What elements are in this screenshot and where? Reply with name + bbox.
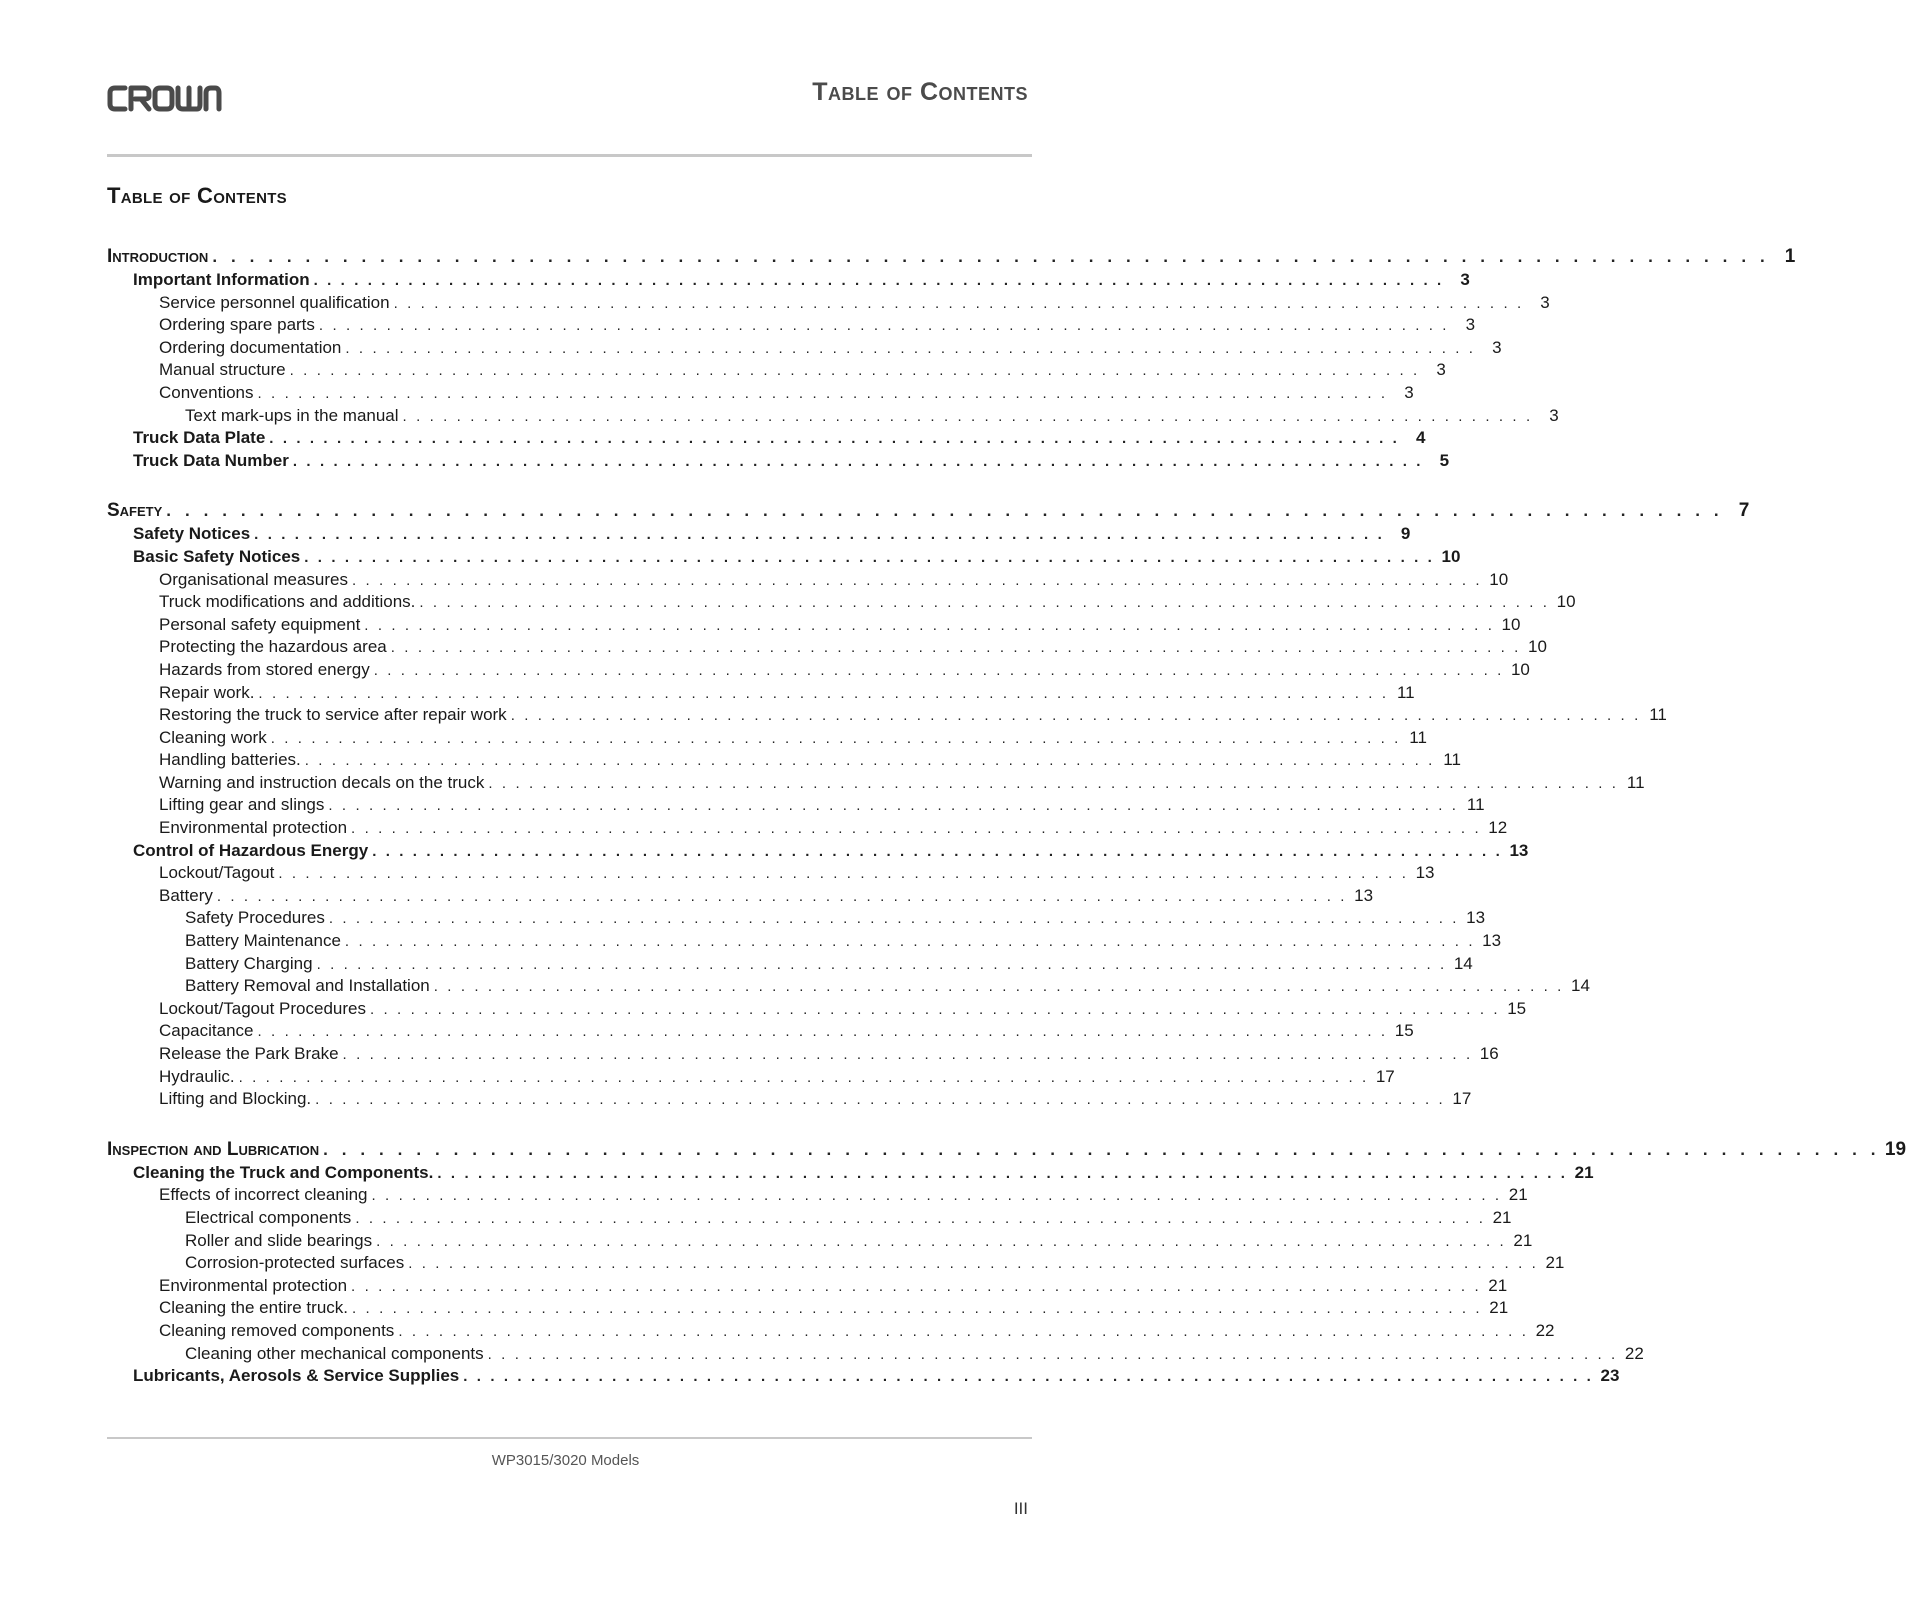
toc-entry-label: Restoring the truck to service after repair work (159, 705, 507, 725)
toc-entry[interactable] (107, 1020, 1414, 1043)
toc-entry[interactable] (107, 704, 1667, 727)
toc-entry-label: Service personnel qualification (159, 292, 390, 312)
toc-entry[interactable] (107, 930, 1502, 953)
toc-entry[interactable] (107, 727, 1427, 750)
toc-entry[interactable] (107, 659, 1530, 682)
toc-entry-label: Handling batteries. (159, 750, 301, 770)
toc-entry[interactable] (107, 817, 1508, 840)
toc-entry-label: Conventions (159, 382, 254, 402)
toc-entry[interactable] (107, 1230, 1533, 1253)
toc-entry-label: Warning and instruction decals on the truck (159, 772, 485, 792)
toc-entry-label: Cleaning other mechanical components (185, 1343, 484, 1363)
toc-leader-dots: . . . . . . . . . . . . . . . . . . . . . . . . . . . . . . . . . . . . . . . . . . . . . . . . . . . . . . . . . . . . . . . . . . . . . . . . . . . . . . . . . . . . (376, 1232, 1507, 1250)
toc-entry[interactable] (107, 1365, 1620, 1388)
toc-entry-page: 3 (1404, 382, 1414, 402)
toc-entry-page: 7 (1738, 500, 1750, 522)
toc-entry[interactable] (107, 907, 1486, 930)
toc-chapter[interactable] (107, 244, 1796, 269)
toc-entry-label: Cleaning work (159, 727, 267, 747)
toc-entry-page: 21 (1489, 1298, 1509, 1318)
toc-entry[interactable] (107, 359, 1446, 382)
toc-leader-dots: . . . . . . . . . . . . . . . . . . . . . . . . . . . . . . . . . . . . . . . . . . . . . . . . . . . . . . . . . . . . . . . . . . . . . . . . . . . . . . . . . . . . (316, 955, 1447, 973)
toc-leader-dots: . . . . . . . . . . . . . . . . . . . . . . . . . . . . . . . . . . . . . . . . . . . . . . . . . . . . . . . . . . . . . . . . . . . . . . . . . . . . . . . . . . . . (373, 661, 1504, 679)
toc-entry-page: 10 (1528, 637, 1547, 657)
toc-entry-label: Safety Procedures (185, 908, 325, 928)
toc-entry-page: 13 (1509, 840, 1529, 860)
toc-entry-page: 13 (1354, 885, 1374, 905)
toc-entry-label: Truck Data Plate (133, 428, 266, 448)
toc-leader-dots: . . . . . . . . . . . . . . . . . . . . . . . . . . . . . . . . . . . . . . . . . . . . . . . . . . . . . . . . . . . . . . . . . . . . . . . . . . . . . . . . . . . . (216, 887, 1348, 905)
toc-entry-label: Hydraulic. (159, 1066, 235, 1086)
toc-entry-page: 22 (1535, 1320, 1555, 1340)
toc-entry-page: 11 (1409, 727, 1427, 747)
toc-entry-label: Lockout/Tagout Procedures (159, 998, 366, 1018)
toc-entry-label: Basic Safety Notices (133, 546, 301, 566)
toc-entry-label: Text mark-ups in the manual (185, 405, 399, 425)
toc-entry-page: 10 (1441, 546, 1461, 566)
toc-entry-page: 16 (1479, 1044, 1499, 1063)
toc-entry-page: 9 (1400, 524, 1411, 544)
toc-leader-dots: . . . . . . . . . . . . . . . . . . . . . . . . . . . . . . . . . . . . . . . . . . . . . . . . . . . . . . . . . . . . . . . . . . . . . . . . . . . . . . . . . . . . (254, 526, 1385, 544)
toc-entry[interactable] (107, 523, 1411, 546)
toc-leader-dots: . . . . . . . . . . . . . . . . . . . . . . . . . . . . . . . . . . . . . . . . . . . . . . . . . . . . . . . . . . . . . . . . . . . . . . . . . . . . . . . . . . . . (402, 407, 1533, 425)
toc-leader-dots: . . . . . . . . . . . . . . . . . . . . . . . . . . . . . . . . . . . . . . . . . . . . . . . . . . . . . . . . . . . . . . . . . . . . . . . . . . . . . . . . . . . . (351, 820, 1482, 838)
toc-entry-page: 19 (1884, 1138, 1906, 1160)
toc-entry-page: 3 (1540, 292, 1550, 312)
toc-leader-dots: . . . . . . . . . . . . . . . . . . . . . . . . . . . . . . . . . . . . . . . . . . . . . . . . . . . . . . . . . . . . . . . . . . . . . . . . . . . . . . . . . . . . (433, 978, 1564, 996)
toc-leader-dots: . . . . . . . . . . . . . . . . . . . . . . . . . . . . . . . . . . . . . . . . . . . . . . . . . . . . . . . . . . . . . . . . . . . . . . . . . . . . . . . . . . . . (238, 1068, 1369, 1086)
toc-entry[interactable] (107, 1066, 1395, 1089)
toc-entry-label: Repair work. (159, 682, 255, 702)
toc-entry[interactable] (107, 292, 1550, 315)
toc-entry[interactable] (107, 1297, 1509, 1320)
toc-entry[interactable] (107, 862, 1435, 885)
toc-entry-page: 3 (1492, 337, 1502, 357)
toc-entry-page: 14 (1571, 976, 1590, 996)
toc-entry[interactable] (107, 614, 1521, 637)
toc-leader-dots: . . . . . . . . . . . . . . . . . . . . . . . . . . . . . . . . . . . . . . . . . . . . . . . . . . . . . . . . . . . . . . . . . . . . . . . . . . . . . . . . . . . . (278, 865, 1409, 883)
toc-entry[interactable] (107, 885, 1374, 908)
toc-entry-page: 11 (1466, 795, 1485, 815)
toc-entry[interactable] (107, 314, 1476, 337)
toc-entry-page: 10 (1556, 592, 1576, 612)
toc-entry-page: 21 (1488, 1275, 1508, 1295)
toc-entry-page: 21 (1513, 1230, 1533, 1250)
toc-leader-dots: . . . . . . . . . . . . . . . . . . . . . . . . . . . . . . . . . . . . . . . . . . . . . . . . . . . . . . . . . . . . . . . . . . . . . . . . . . . . . . . . . . . . (212, 247, 1770, 266)
toc-entry-page: 3 (1436, 360, 1446, 380)
toc-entry-page: 15 (1394, 1021, 1414, 1041)
toc-entry[interactable] (107, 1252, 1565, 1275)
toc-leader-dots: . . . . . . . . . . . . . . . . . . . . . . . . . . . . . . . . . . . . . . . . . . . . . . . . . . . . . . . . . . . . . . . . . . . . . . . . . . . . . . . . . . . . (304, 752, 1435, 770)
toc-leader-dots: . . . . . . . . . . . . . . . . . . . . . . . . . . . . . . . . . . . . . . . . . . . . . . . . . . . . . . . . . . . . . . . . . . . . . . . . . . . . . . . . . . . . (292, 452, 1424, 470)
toc-entry-page: 13 (1482, 931, 1502, 951)
toc-leader-dots: . . . . . . . . . . . . . . . . . . . . . . . . . . . . . . . . . . . . . . . . . . . . . . . . . . . . . . . . . . . . . . . . . . . . . . . . . . . . . . . . . . . . (344, 933, 1476, 951)
toc-entry[interactable] (107, 1275, 1508, 1298)
toc-entry-page: 5 (1439, 450, 1450, 470)
toc-entry-label: Electrical components (185, 1207, 352, 1227)
toc-entry-page: 21 (1545, 1253, 1565, 1273)
toc-entry-page: 23 (1600, 1366, 1620, 1386)
toc-entry-label: Roller and slide bearings (185, 1230, 373, 1250)
toc-leader-dots: . . . . . . . . . . . . . . . . . . . . . . . . . . . . . . . . . . . . . . . . . . . . . . . . . . . . . . . . . . . . . . . . . . . . . . . . . . . . . . . . . . . . (323, 1139, 1881, 1159)
toc-entry-label: Truck Data Number (133, 450, 289, 470)
toc-entry[interactable] (107, 998, 1527, 1021)
toc-entry[interactable] (107, 1184, 1528, 1207)
toc-leader-dots: . . . . . . . . . . . . . . . . . . . . . . . . . . . . . . . . . . . . . . . . . . . . . . . . . . . . . . . . . . . . . . . . . . . . . . . . . . . . . . . . . . . . (419, 594, 1550, 612)
toc-entry-label: Safety Notices (133, 524, 251, 544)
toc-leader-dots: . . . . . . . . . . . . . . . . . . . . . . . . . . . . . . . . . . . . . . . . . . . . . . . . . . . . . . . . . . . . . . . . . . . . . . . . . . . . . . . . . . . . (510, 707, 1641, 725)
toc-entry-page: 10 (1489, 569, 1509, 589)
toc-entry-label: Lifting gear and slings (159, 795, 325, 815)
toc-entry-page: 15 (1507, 998, 1527, 1018)
toc-entry-label: Lubricants, Aerosols & Service Supplies (133, 1366, 460, 1386)
toc-entry-label: Cleaning the Truck and Components. (133, 1162, 434, 1182)
toc-entry-label: Personal safety equipment (159, 614, 361, 634)
toc-entry-page: 11 (1649, 705, 1667, 725)
toc-entry-page: 3 (1549, 405, 1559, 425)
toc-leader-dots: . . . . . . . . . . . . . . . . . . . . . . . . . . . . . . . . . . . . . . . . . . . . . . . . . . . . . . . . . . . . . . . . . . . . . . . . . . . . . . . . . . . . (352, 1300, 1483, 1318)
toc-leader-dots: . . . . . . . . . . . . . . . . . . . . . . . . . . . . . . . . . . . . . . . . . . . . . . . . . . . . . . . . . . . . . . . . . . . . . . . . . . . . . . . . . . . . (342, 1046, 1473, 1063)
toc-entry-page: 21 (1574, 1162, 1594, 1182)
toc-entry-page: 13 (1466, 908, 1486, 928)
toc-leader-dots: . . . . . . . . . . . . . . . . . . . . . . . . . . . . . . . . . . . . . . . . . . . . . . . . . . . . . . . . . . . . . . . . . . . . . . . . . . . . . . . . . . . . (355, 1209, 1486, 1227)
toc-entry-label: Release the Park Brake (159, 1044, 339, 1063)
toc-entry[interactable] (107, 749, 1461, 772)
toc-entry[interactable] (107, 1162, 1594, 1185)
toc-leader-dots: . . . . . . . . . . . . . . . . . . . . . . . . . . . . . . . . . . . . . . . . . . . . . . . . . . . . . . . . . . . . . . . . . . . . . . . . . . . . . . . . . . . . (351, 1277, 1482, 1295)
header-title: Table of Contents (812, 78, 1028, 106)
toc-entry[interactable] (107, 427, 1426, 450)
toc-entry-page: 12 (1488, 818, 1508, 838)
toc-entry-page: 11 (1626, 772, 1645, 792)
toc-leader-dots: . . . . . . . . . . . . . . . . . . . . . . . . . . . . . . . . . . . . . . . . . . . . . . . . . . . . . . . . . . . . . . . . . . . . . . . . . . . . . . . . . . . . (257, 1023, 1388, 1041)
toc-entry[interactable] (107, 1088, 1472, 1111)
toc-entry-label: Manual structure (159, 360, 286, 380)
toc-entry-page: 3 (1465, 315, 1476, 335)
toc-leader-dots: . . . . . . . . . . . . . . . . . . . . . . . . . . . . . . . . . . . . . . . . . . . . . . . . . . . . . . . . . . . . . . . . . . . . . . . . . . . . . . . . . . . . (351, 571, 1483, 589)
toc-entry[interactable] (107, 636, 1547, 659)
toc-leader-dots: . . . . . . . . . . . . . . . . . . . . . . . . . . . . . . . . . . . . . . . . . . . . . . . . . . . . . . . . . . . . . . . . . . . . . . . . . . . . . . . . . . . . (371, 1187, 1502, 1205)
toc-entry-page: 14 (1453, 953, 1473, 973)
toc-entry-page: 10 (1501, 614, 1521, 634)
toc-leader-dots: . . . . . . . . . . . . . . . . . . . . . . . . . . . . . . . . . . . . . . . . . . . . . . . . . . . . . . . . . . . . . . . . . . . . . . . . . . . . . . . . . . . . (487, 1345, 1618, 1363)
toc-entry[interactable] (107, 682, 1415, 705)
toc-entry[interactable] (107, 450, 1450, 473)
toc-entry-page: 1 (1784, 246, 1796, 267)
toc-entry-label: Important Information (133, 270, 310, 289)
toc-entry-page: 17 (1452, 1089, 1472, 1109)
toc-leader-dots: . . . . . . . . . . . . . . . . . . . . . . . . . . . . . . . . . . . . . . . . . . . . . . . . . . . . . . . . . . . . . . . . . . . . . . . . . . . . . . . . . . . . (437, 1164, 1568, 1182)
toc-leader-dots: . . . . . . . . . . . . . . . . . . . . . . . . . . . . . . . . . . . . . . . . . . . . . . . . . . . . . . . . . . . . . . . . . . . . . . . . . . . . . . . . . . . . (328, 910, 1460, 928)
toc-entry[interactable] (107, 1043, 1499, 1066)
toc-leader-dots: . . . . . . . . . . . . . . . . . . . . . . . . . . . . . . . . . . . . . . . . . . . . . . . . . . . . . . . . . . . . . . . . . . . . . . . . . . . . . . . . . . . . (390, 639, 1521, 657)
toc-entry[interactable] (107, 269, 1470, 292)
page-number: III (1013, 1499, 1028, 1518)
toc-entry[interactable] (107, 794, 1485, 817)
toc-entry-label: Lifting and Blocking. (159, 1089, 312, 1109)
toc-leader-dots: . . . . . . . . . . . . . . . . . . . . . . . . . . . . . . . . . . . . . . . . . . . . . . . . . . . . . . . . . . . . . . . . . . . . . . . . . . . . . . . . . . . . (304, 548, 1435, 566)
toc-entry-label: Inspection and Lubrication (107, 1138, 320, 1160)
toc-leader-dots: . . . . . . . . . . . . . . . . . . . . . . . . . . . . . . . . . . . . . . . . . . . . . . . . . . . . . . . . . . . . . . . . . . . . . . . . . . . . . . . . . . . . (345, 339, 1476, 357)
toc-entry-label: Ordering documentation (159, 337, 342, 357)
toc-leader-dots: . . . . . . . . . . . . . . . . . . . . . . . . . . . . . . . . . . . . . . . . . . . . . . . . . . . . . . . . . . . . . . . . . . . . . . . . . . . . . . . . . . . . (408, 1255, 1539, 1273)
toc-entry-label: Cleaning removed components (159, 1320, 395, 1340)
toc-entry-page: 13 (1415, 863, 1435, 883)
toc-entry-label: Battery Removal and Installation (185, 976, 430, 996)
toc-leader-dots: . . . . . . . . . . . . . . . . . . . . . . . . . . . . . . . . . . . . . . . . . . . . . . . . . . . . . . . . . . . . . . . . . . . . . . . . . . . . . . . . . . . . (398, 1322, 1529, 1340)
toc-entry-label: Organisational measures (159, 569, 348, 589)
toc-entry-page: 11 (1443, 750, 1461, 770)
toc-entry[interactable] (107, 840, 1529, 863)
toc-entry[interactable] (107, 569, 1509, 592)
toc-entry[interactable] (107, 382, 1414, 405)
toc-leader-dots: . . . . . . . . . . . . . . . . . . . . . . . . . . . . . . . . . . . . . . . . . . . . . . . . . . . . . . . . . . . . . . . . . . . . . . . . . . . . . . . . . . . . (369, 1000, 1501, 1018)
table-of-contents (107, 244, 1906, 1388)
toc-entry-page: 21 (1508, 1185, 1528, 1205)
toc-entry-page: 10 (1510, 659, 1530, 679)
toc-leader-dots: . . . . . . . . . . . . . . . . . . . . . . . . . . . . . . . . . . . . . . . . . . . . . . . . . . . . . . . . . . . . . . . . . . . . . . . . . . . . . . . . . . . . (328, 797, 1459, 815)
crown-logo (107, 84, 222, 113)
toc-entry-label: Ordering spare parts (159, 315, 315, 335)
toc-leader-dots: . . . . . . . . . . . . . . . . . . . . . . . . . . . . . . . . . . . . . . . . . . . . . . . . . . . . . . . . . . . . . . . . . . . . . . . . . . . . . . . . . . . . (269, 430, 1400, 448)
page-title: Table of Contents (107, 183, 287, 208)
toc-chapter[interactable] (107, 498, 1750, 523)
header-divider (107, 154, 1032, 157)
footer-divider (107, 1437, 1032, 1439)
toc-entry[interactable] (107, 1207, 1512, 1230)
toc-entry-label: Introduction (107, 246, 209, 267)
toc-leader-dots: . . . . . . . . . . . . . . . . . . . . . . . . . . . . . . . . . . . . . . . . . . . . . . . . . . . . . . . . . . . . . . . . . . . . . . . . . . . . . . . . . . . . (463, 1368, 1594, 1386)
toc-leader-dots: . . . . . . . . . . . . . . . . . . . . . . . . . . . . . . . . . . . . . . . . . . . . . . . . . . . . . . . . . . . . . . . . . . . . . . . . . . . . . . . . . . . . (372, 842, 1503, 860)
toc-leader-dots: . . . . . . . . . . . . . . . . . . . . . . . . . . . . . . . . . . . . . . . . . . . . . . . . . . . . . . . . . . . . . . . . . . . . . . . . . . . . . . . . . . . . (166, 501, 1724, 521)
toc-entry-label: Control of Hazardous Energy (133, 840, 369, 860)
toc-leader-dots: . . . . . . . . . . . . . . . . . . . . . . . . . . . . . . . . . . . . . . . . . . . . . . . . . . . . . . . . . . . . . . . . . . . . . . . . . . . . . . . . . . . . (315, 1091, 1446, 1109)
toc-entry[interactable] (107, 975, 1590, 998)
toc-entry[interactable] (107, 1320, 1555, 1343)
toc-leader-dots: . . . . . . . . . . . . . . . . . . . . . . . . . . . . . . . . . . . . . . . . . . . . . . . . . . . . . . . . . . . . . . . . . . . . . . . . . . . . . . . . . . . . (258, 684, 1389, 702)
toc-leader-dots: . . . . . . . . . . . . . . . . . . . . . . . . . . . . . . . . . . . . . . . . . . . . . . . . . . . . . . . . . . . . . . . . . . . . . . . . . . . . . . . . . . . . (488, 774, 1619, 792)
toc-entry[interactable] (107, 1343, 1644, 1366)
toc-entry-label: Protecting the hazardous area (159, 637, 387, 657)
toc-entry-page: 22 (1624, 1343, 1644, 1363)
toc-entry-page: 11 (1396, 682, 1415, 702)
toc-entry-label: Battery (159, 885, 213, 905)
toc-entry-page: 17 (1375, 1066, 1395, 1086)
toc-leader-dots: . . . . . . . . . . . . . . . . . . . . . . . . . . . . . . . . . . . . . . . . . . . . . . . . . . . . . . . . . . . . . . . . . . . . . . . . . . . . . . . . . . . . (313, 272, 1444, 289)
toc-entry-label: Corrosion-protected surfaces (185, 1253, 405, 1273)
toc-entry-page: 3 (1460, 270, 1470, 289)
toc-entry-label: Cleaning the entire truck. (159, 1298, 348, 1318)
toc-entry-label: Truck modifications and additions. (159, 592, 416, 612)
toc-entry[interactable] (107, 405, 1559, 428)
toc-entry-label: Capacitance (159, 1021, 254, 1041)
toc-leader-dots: . . . . . . . . . . . . . . . . . . . . . . . . . . . . . . . . . . . . . . . . . . . . . . . . . . . . . . . . . . . . . . . . . . . . . . . . . . . . . . . . . . . . (270, 729, 1401, 747)
footer-model: WP3015/3020 Models (491, 1452, 640, 1469)
toc-leader-dots: . . . . . . . . . . . . . . . . . . . . . . . . . . . . . . . . . . . . . . . . . . . . . . . . . . . . . . . . . . . . . . . . . . . . . . . . . . . . . . . . . . . . (393, 294, 1524, 312)
toc-entry-label: Effects of incorrect cleaning (159, 1185, 368, 1205)
toc-entry-page: 4 (1415, 428, 1426, 448)
toc-entry[interactable] (107, 337, 1502, 360)
toc-leader-dots: . . . . . . . . . . . . . . . . . . . . . . . . . . . . . . . . . . . . . . . . . . . . . . . . . . . . . . . . . . . . . . . . . . . . . . . . . . . . . . . . . . . . (257, 384, 1388, 402)
toc-entry[interactable] (107, 772, 1645, 795)
toc-entry-label: Hazards from stored energy (159, 659, 370, 679)
toc-entry[interactable] (107, 591, 1576, 614)
toc-entry-page: 21 (1492, 1207, 1512, 1227)
toc-chapter[interactable] (107, 1137, 1906, 1162)
toc-entry[interactable] (107, 953, 1473, 976)
toc-entry-label: Environmental protection (159, 818, 348, 838)
toc-leader-dots: . . . . . . . . . . . . . . . . . . . . . . . . . . . . . . . . . . . . . . . . . . . . . . . . . . . . . . . . . . . . . . . . . . . . . . . . . . . . . . . . . . . . (289, 362, 1420, 380)
toc-leader-dots: . . . . . . . . . . . . . . . . . . . . . . . . . . . . . . . . . . . . . . . . . . . . . . . . . . . . . . . . . . . . . . . . . . . . . . . . . . . . . . . . . . . . (364, 616, 1495, 634)
toc-leader-dots: . . . . . . . . . . . . . . . . . . . . . . . . . . . . . . . . . . . . . . . . . . . . . . . . . . . . . . . . . . . . . . . . . . . . . . . . . . . . . . . . . . . . (318, 317, 1450, 335)
toc-entry-label: Lockout/Tagout (159, 863, 275, 883)
toc-entry-label: Safety (107, 500, 163, 522)
toc-entry[interactable] (107, 546, 1461, 569)
toc-entry-label: Battery Charging (185, 953, 313, 973)
toc-entry-label: Battery Maintenance (185, 931, 341, 951)
toc-entry-label: Environmental protection (159, 1275, 348, 1295)
